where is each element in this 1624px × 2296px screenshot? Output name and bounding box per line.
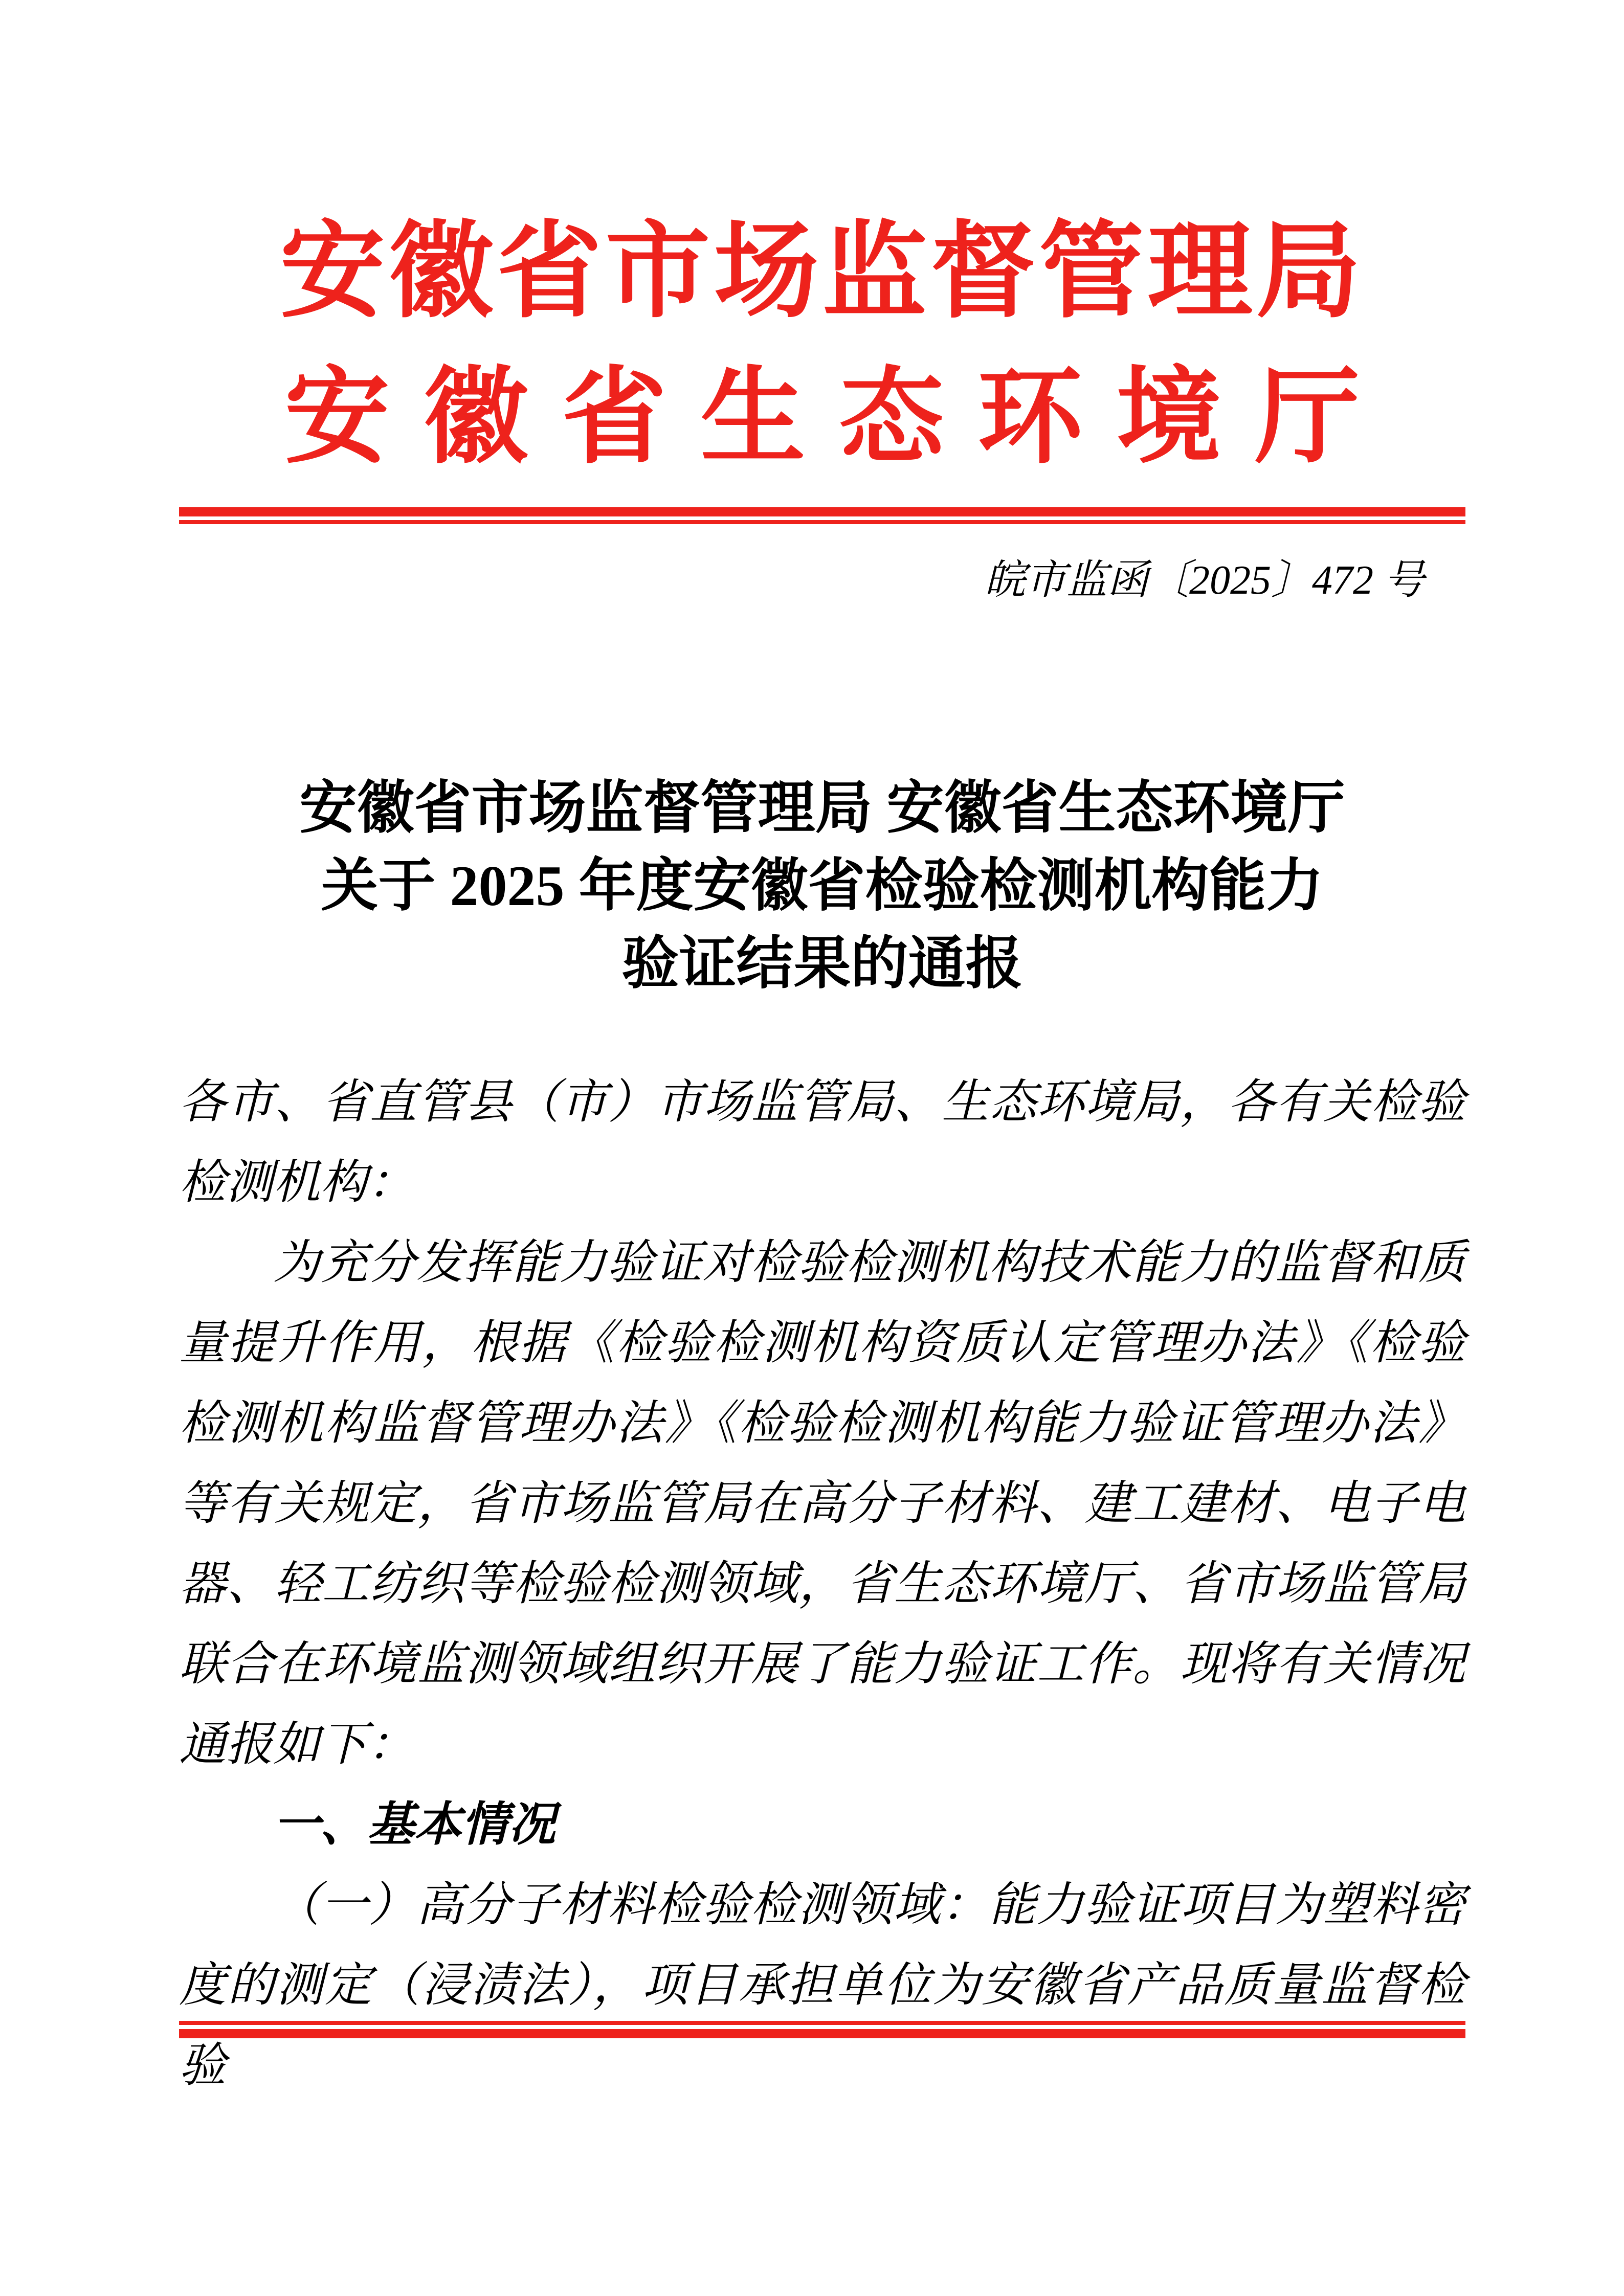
intro-paragraph: 为充分发挥能力验证对检验检测机构技术能力的监督和质量提升作用，根据《检验检测机构资质认定管理办法》《检验检测机构监督管理办法》《检验检测机构能力验证管理办法》等有关规定，省市场监管局在高分子材料、建工建材、电子电器、轻工纺织等检验检测领域，省生态环境厅、省市场监管局联合在环境监测领域组织开展了能力验证工作。现将有关情况通报如下： bbox=[179, 1236, 1465, 1770]
document-title bbox=[179, 770, 1465, 1003]
title-line-2: 关于 2025 年度安徽省检验检测机构能力 bbox=[321, 854, 1324, 918]
section-heading: 一、基本情况 bbox=[273, 1798, 556, 1851]
salutation: 各市、省直管县（市）市场监管局、生态环境局，各有关检验检测机构： bbox=[179, 1076, 1465, 1208]
footer-separator-thin-line bbox=[179, 2021, 1465, 2025]
header-separator-thick-line bbox=[179, 507, 1465, 516]
header-separator-thin-line bbox=[179, 520, 1465, 524]
header-separator bbox=[179, 507, 1465, 524]
title-line-3: 验证结果的通报 bbox=[621, 932, 1023, 996]
document-body bbox=[179, 1062, 1465, 2106]
footer-separator-thick-line bbox=[179, 2029, 1465, 2038]
section-paragraph: （一）高分子材料检验检测领域：能力验证项目为塑料密度的测定（浸渍法），项目承担单位为安徽省产品质量监督检验 bbox=[179, 1879, 1465, 2091]
letterhead-org-line-1: 安徽省市场监督管理局 bbox=[280, 214, 1365, 330]
title-line-1: 安徽省市场监督管理局 安徽省生态环境厅 bbox=[299, 777, 1345, 840]
letterhead-org-line-2: 安徽省生态环境厅 bbox=[284, 360, 1394, 476]
letterhead bbox=[179, 0, 1465, 491]
document-number: 皖市监函〔2025〕472 号 bbox=[985, 558, 1425, 603]
footer-separator bbox=[179, 2021, 1465, 2038]
